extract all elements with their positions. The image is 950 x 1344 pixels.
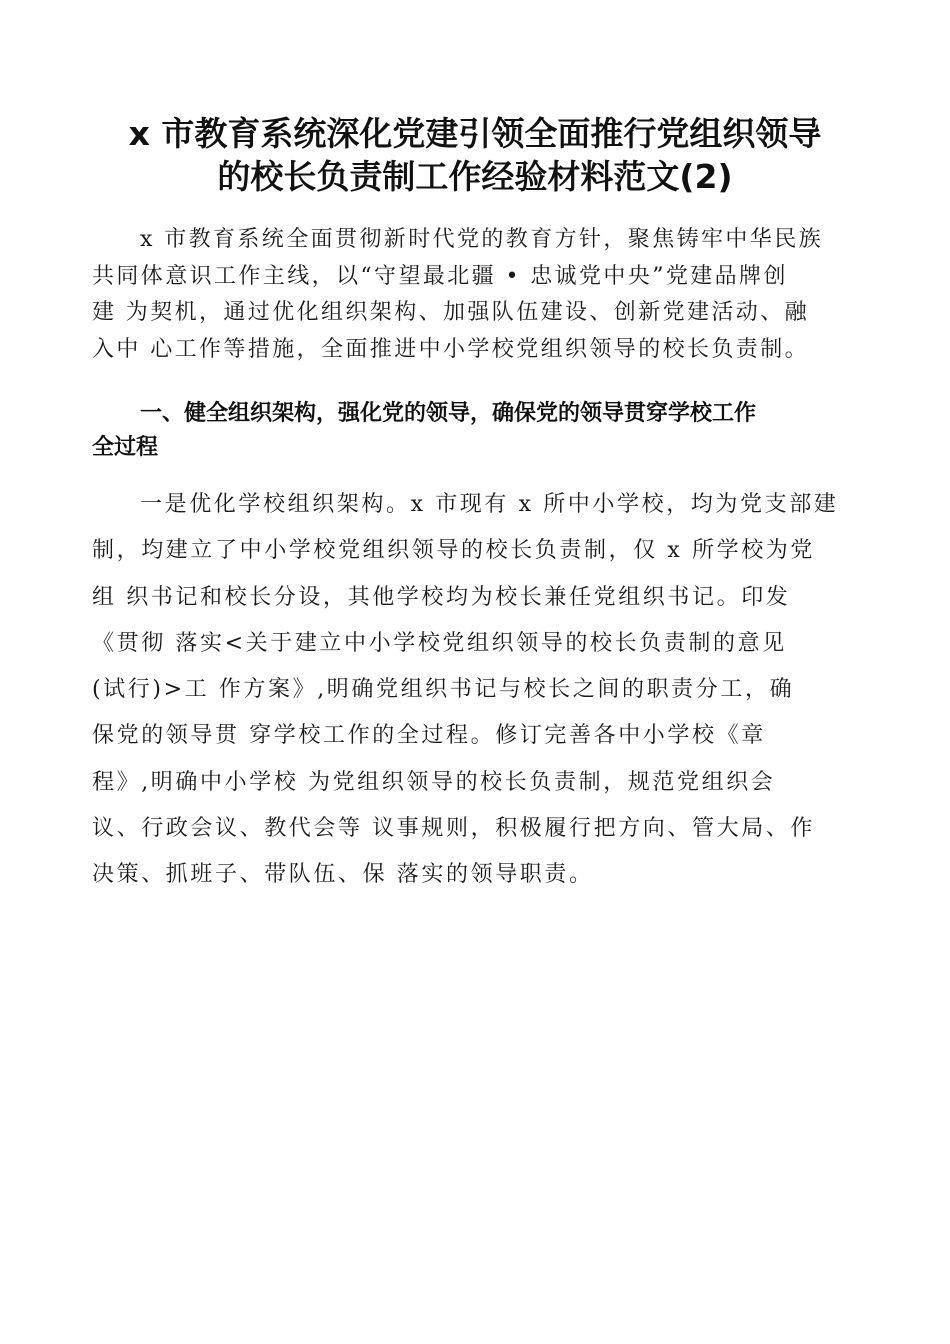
section-heading (92, 397, 862, 465)
document-title (90, 112, 860, 198)
paragraph-line: 决策、抓班子、带队伍、保 落实的领导职责。 (92, 862, 594, 888)
paragraph-line: 制，均建立了中小学校党组织领导的校长负责制，仅 x 所学校为党 (92, 538, 815, 564)
paragraph-line: 议、行政会议、教代会等 议事规则，积极履行把方向、管大局、作 (92, 816, 815, 842)
intro-line: 共同体意识工作主线，以“守望最北疆 • 忠诚党中央”党建品牌创 (92, 263, 788, 289)
paragraph-line: 程》,明确中小学校 为党组织领导的校长负责制，规范党组织会 (92, 769, 776, 795)
title-line: x 市教育系统深化党建引领全面推行党组织领导 (128, 114, 822, 153)
section-heading-line: 一、健全组织架构，强化党的领导，确保党的领导贯穿学校工作 (140, 401, 757, 426)
section-heading-line: 全过程 (92, 435, 159, 460)
paragraph-line: 组 织书记和校长分设，其他学校均为校长兼任党组织书记。印发 (92, 584, 791, 610)
paragraph-line: 一是优化学校组织架构。x 市现有 x 所中小学校，均为党支部建 (140, 492, 839, 517)
paragraph-line: 保党的领导贯 穿学校工作的全过程。修订完善各中小学校《章 (92, 723, 766, 749)
paragraph-line: (试行)>工 作方案》,明确党组织书记与校长之间的职责分工，确 (92, 677, 795, 703)
intro-line: x 市教育系统全面贯彻新时代党的教育方针，聚焦铸牢中华民族 (140, 227, 824, 252)
intro-paragraph (92, 222, 852, 368)
section-paragraph (92, 482, 862, 899)
title-line: 的校长负责制工作经验材料范文(2) (217, 157, 733, 196)
paragraph-line: 《贯彻 落实<关于建立中小学校党组织领导的校长负责制的意见 (92, 630, 787, 656)
intro-line: 建 为契机，通过优化组织架构、加强队伍建设、创新党建活动、融 (92, 300, 809, 325)
intro-line: 入中 心工作等措施，全面推进中小学校党组织领导的校长负责制。 (92, 336, 809, 362)
